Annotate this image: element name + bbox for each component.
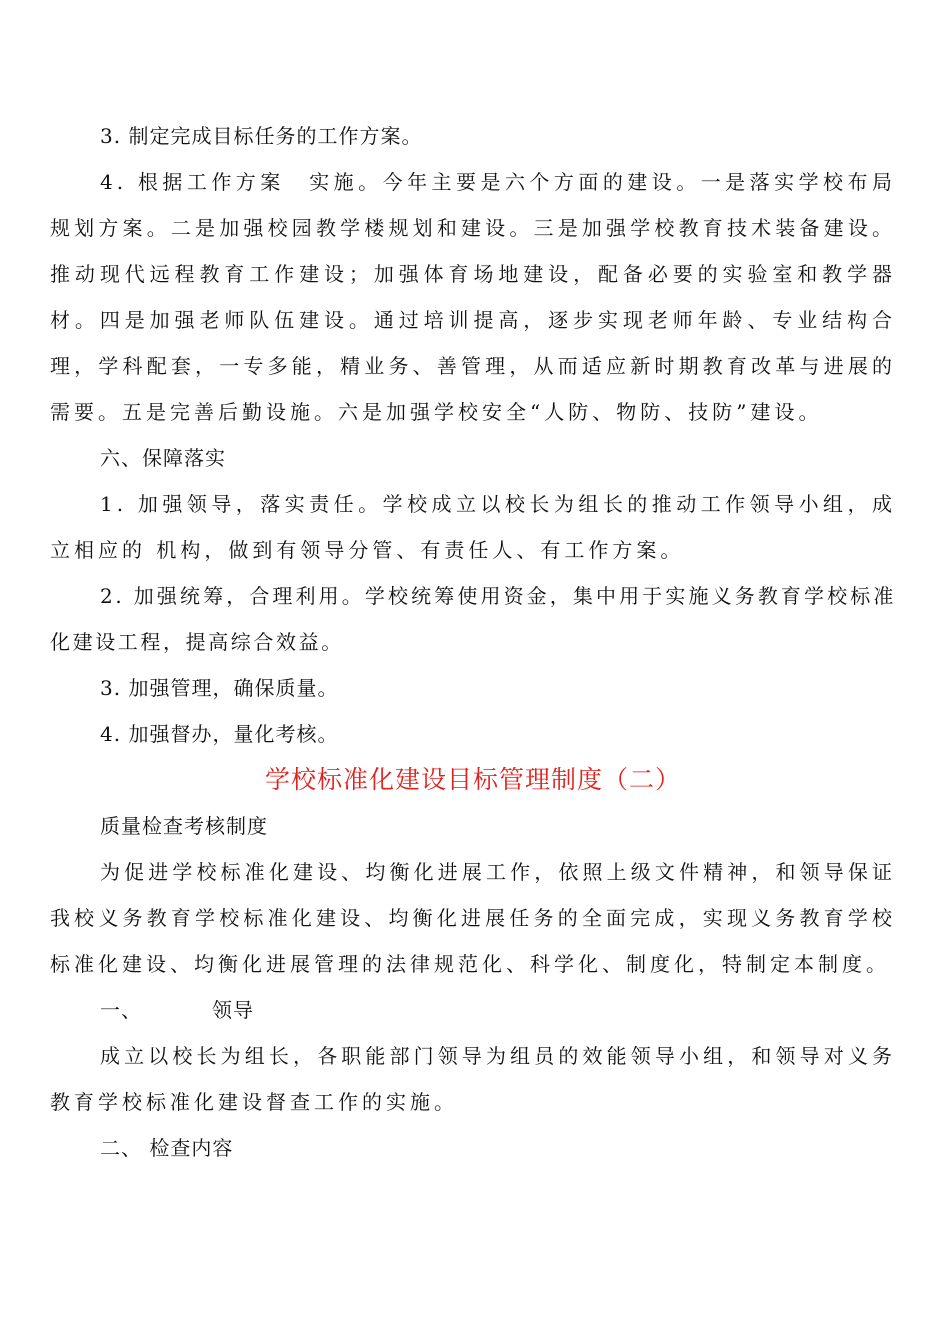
section-number: 一、	[100, 998, 142, 1022]
leadership-paragraph: 成立以校长为组长，各职能部门领导为组员的效能领导小组，和领导对义务教育学校标准化建设督查工作的实施。	[50, 1044, 896, 1114]
section-label: 领导	[212, 998, 254, 1022]
paragraph-item-2: 2. 加强统筹，合理利用。学校统筹使用资金，集中用于实施义务教育学校标准化建设工程，提高综合效益。	[50, 584, 896, 654]
section-heading-2: 二、 检查内容	[100, 1136, 234, 1160]
intro-paragraph: 为促进学校标准化建设、均衡化进展工作，依照上级文件精神，和领导保证我校义务教育学校标准化建设、均衡化进展任务的全面完成，实现义务教育学校标准化建设、均衡化进展管理的法律规范化、科学化、制度化，特制定本制度。	[50, 860, 896, 976]
paragraph-item-4b: 4. 加强督办，量化考核。	[100, 722, 339, 746]
section-heading-1	[50, 987, 896, 1033]
section-heading-6: 六、保障落实	[100, 446, 226, 470]
subtitle: 质量检查考核制度	[100, 814, 268, 838]
document-body	[50, 113, 896, 1171]
paragraph-item-1: 1. 加强领导，落实责任。学校成立以校长为组长的推动工作领导小组，成立相应的 机构，做到有领导分管、有责任人、有工作方案。	[50, 492, 896, 562]
paragraph-item-4: 4. 根据工作方案 实施。今年主要是六个方面的建设。一是落实学校布局规划方案。二是加强校园教学楼规划和建设。三是加强学校教育技术装备建设。推动现代远程教育工作建设；加强体育场地建设，配备必要的实验室和教学器材。四是加强老师队伍建设。通过培训提高，逐步实现老师年龄、专业结构合理，学科配套，一专多能，精业务、善管理，从而适应新时期教育改革与进展的需要。五是完善后勤设施。六是加强学校安全“人防、物防、技防”建设。	[50, 170, 896, 424]
paragraph-item-3b: 3. 加强管理，确保质量。	[100, 676, 339, 700]
paragraph-item-3: 3. 制定完成目标任务的工作方案。	[100, 124, 423, 148]
document-title: 学校标准化建设目标管理制度（二）	[264, 765, 681, 794]
